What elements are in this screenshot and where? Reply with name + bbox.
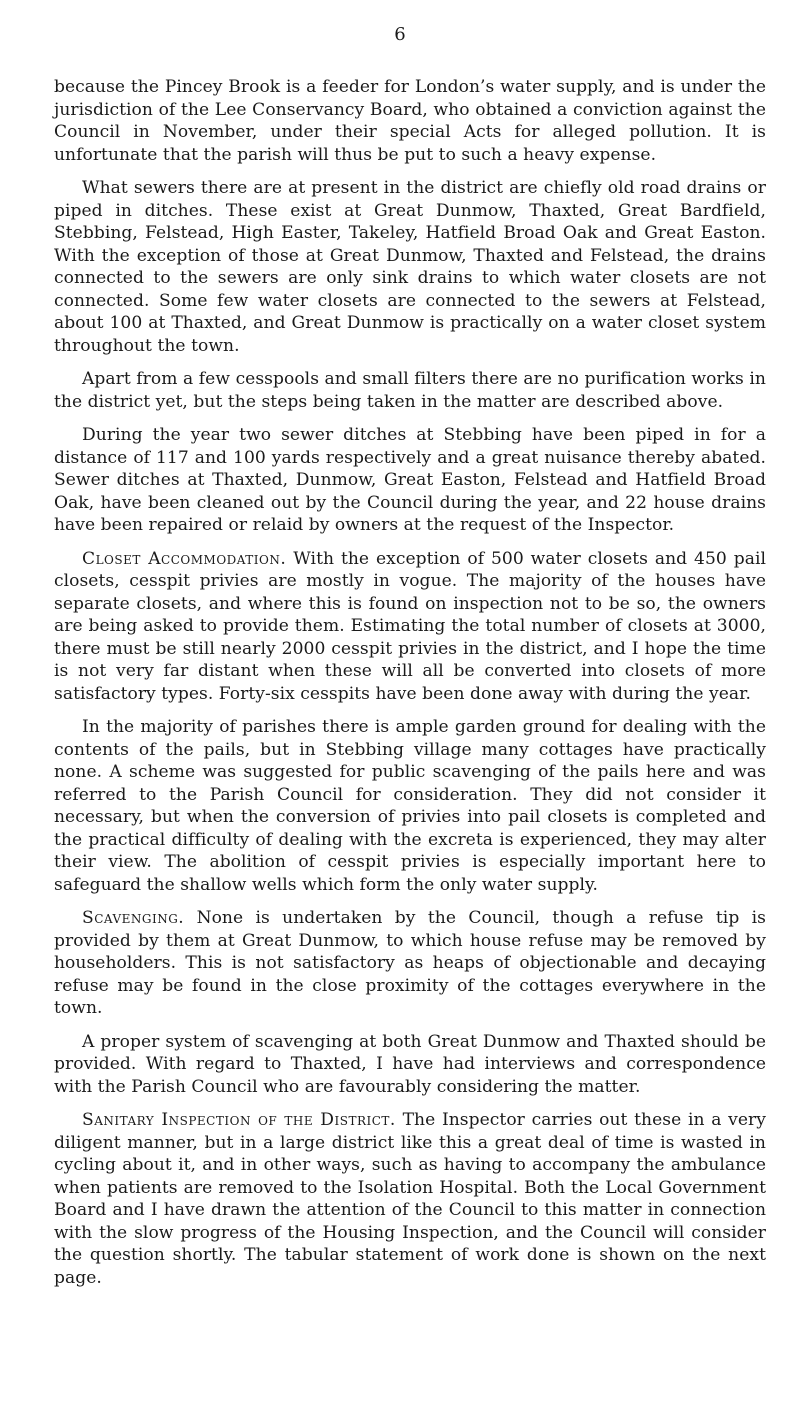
section-heading-closet-accommodation: Closet Accommodation. (82, 548, 287, 569)
paragraph-proper-scavenging (54, 1031, 766, 1099)
paragraph-text: A proper system of scavenging at both Great Dunmow and Thaxted should be provided. With regard to Thaxted, I have had interviews and correspondence with the Parish Council who are favourably considering the matter. (54, 1031, 766, 1097)
paragraph-text: With the exception of 500 water closets and 450 pail closets, cesspit privies are mostly in vogue. The majority of the houses have separate closets, and where this is found on inspection not to be so, the owners are being asked to provide them. Estimating the total number of closets at 3000, there must be still nearly 2000 cesspit privies in the district, and I hope the time is not very far distant when these will all be converted into closets of more satisfactory types. Forty-six cesspits have been done away with during the year. (54, 548, 766, 704)
paragraph-scavenging (54, 907, 766, 1020)
paragraph-sanitary-inspection (54, 1109, 766, 1289)
paragraph-text: because the Pincey Brook is a feeder for London’s water supply, and is under the jurisdiction of the Lee Conservancy Board, who obtained a conviction against the Council in November, under their special Acts for alleged pollution. It is unfortunate that the parish will thus be put to such a heavy expense. (54, 77, 766, 165)
paragraph-sewers (54, 177, 766, 357)
paragraph-text: During the year two sewer ditches at Stebbing have been piped in for a distance of 117 and 100 yards respectively and a great nuisance thereby abated. Sewer ditches at Thaxted, Dunmow, Great Easton, Felstead and Hatfield Broad Oak, have been cleaned out by the Council during the year, and 22 house drains have been repaired or relaid by owners at the request of the Inspector. (54, 425, 766, 535)
section-heading-scavenging: Scavenging. (82, 908, 185, 928)
paragraph-garden-ground (54, 716, 766, 896)
paragraph-text: In the majority of parishes there is ample garden ground for dealing with the contents of the pails, but in Stebbing village many cottages have practically none. A scheme was suggested for public scavenging of the pails here and was referred to the Parish Council for consideration. They did not consider it necessary, but when the conversion of privies into pail closets is completed and the practical difficulty of dealing with the excreta is experienced, they may alter their view. The abolition of cesspit privies is especially important here to safeguard the shallow wells which form the only water supply. (54, 717, 766, 895)
paragraph-closet-accommodation (54, 548, 766, 706)
page-number: 6 (394, 24, 406, 45)
paragraph-text: None is undertaken by the Council, though a refuse tip is provided by them at Great Dunmow, to which house refuse may be removed by householders. This is not satisfactory as heaps of objectionable and decaying refuse may be found in the close proximity of the cottages everywhere in the town. (54, 908, 766, 1018)
paragraph-text: What sewers there are at present in the district are chiefly old road drains or piped in ditches. These exist at Great Dunmow, Thaxted, Great Bardfield, Stebbing, Felstead, High Easter, Takeley, Hatfield Broad Oak and Great Easton. With the exception of those at Great Dunmow, Thaxted and Felstead, the drains connected to the sewers are only sink drains to which water closets are not connected. Some few water closets are connected to the sewers at Felstead, about 100 at Thaxted, and Great Dunmow is practically on a water closet system throughout the town. (54, 178, 766, 356)
paragraph-purification-works (54, 368, 766, 413)
paragraph-text: The Inspector carries out these in a very diligent manner, but in a large district like this a great deal of time is wasted in cycling about it, and in other ways, such as having to accompany the ambulance when patients are removed to the Isolation Hospital. Both the Local Government Board and I have drawn the attention of the Council to this matter in connection with the slow progress of the Housing Inspection, and the Council will consider the question shortly. The tabular statement of work done is shown on the next page. (54, 1110, 766, 1288)
section-heading-sanitary-inspection: Sanitary Inspection of the District. (82, 1110, 396, 1130)
paragraph-sewer-ditches (54, 424, 766, 537)
paragraph-text: Apart from a few cesspools and small filters there are no purification works in the district yet, but the steps being taken in the matter are described above. (54, 369, 766, 412)
paragraph-pincey-brook (54, 76, 766, 166)
